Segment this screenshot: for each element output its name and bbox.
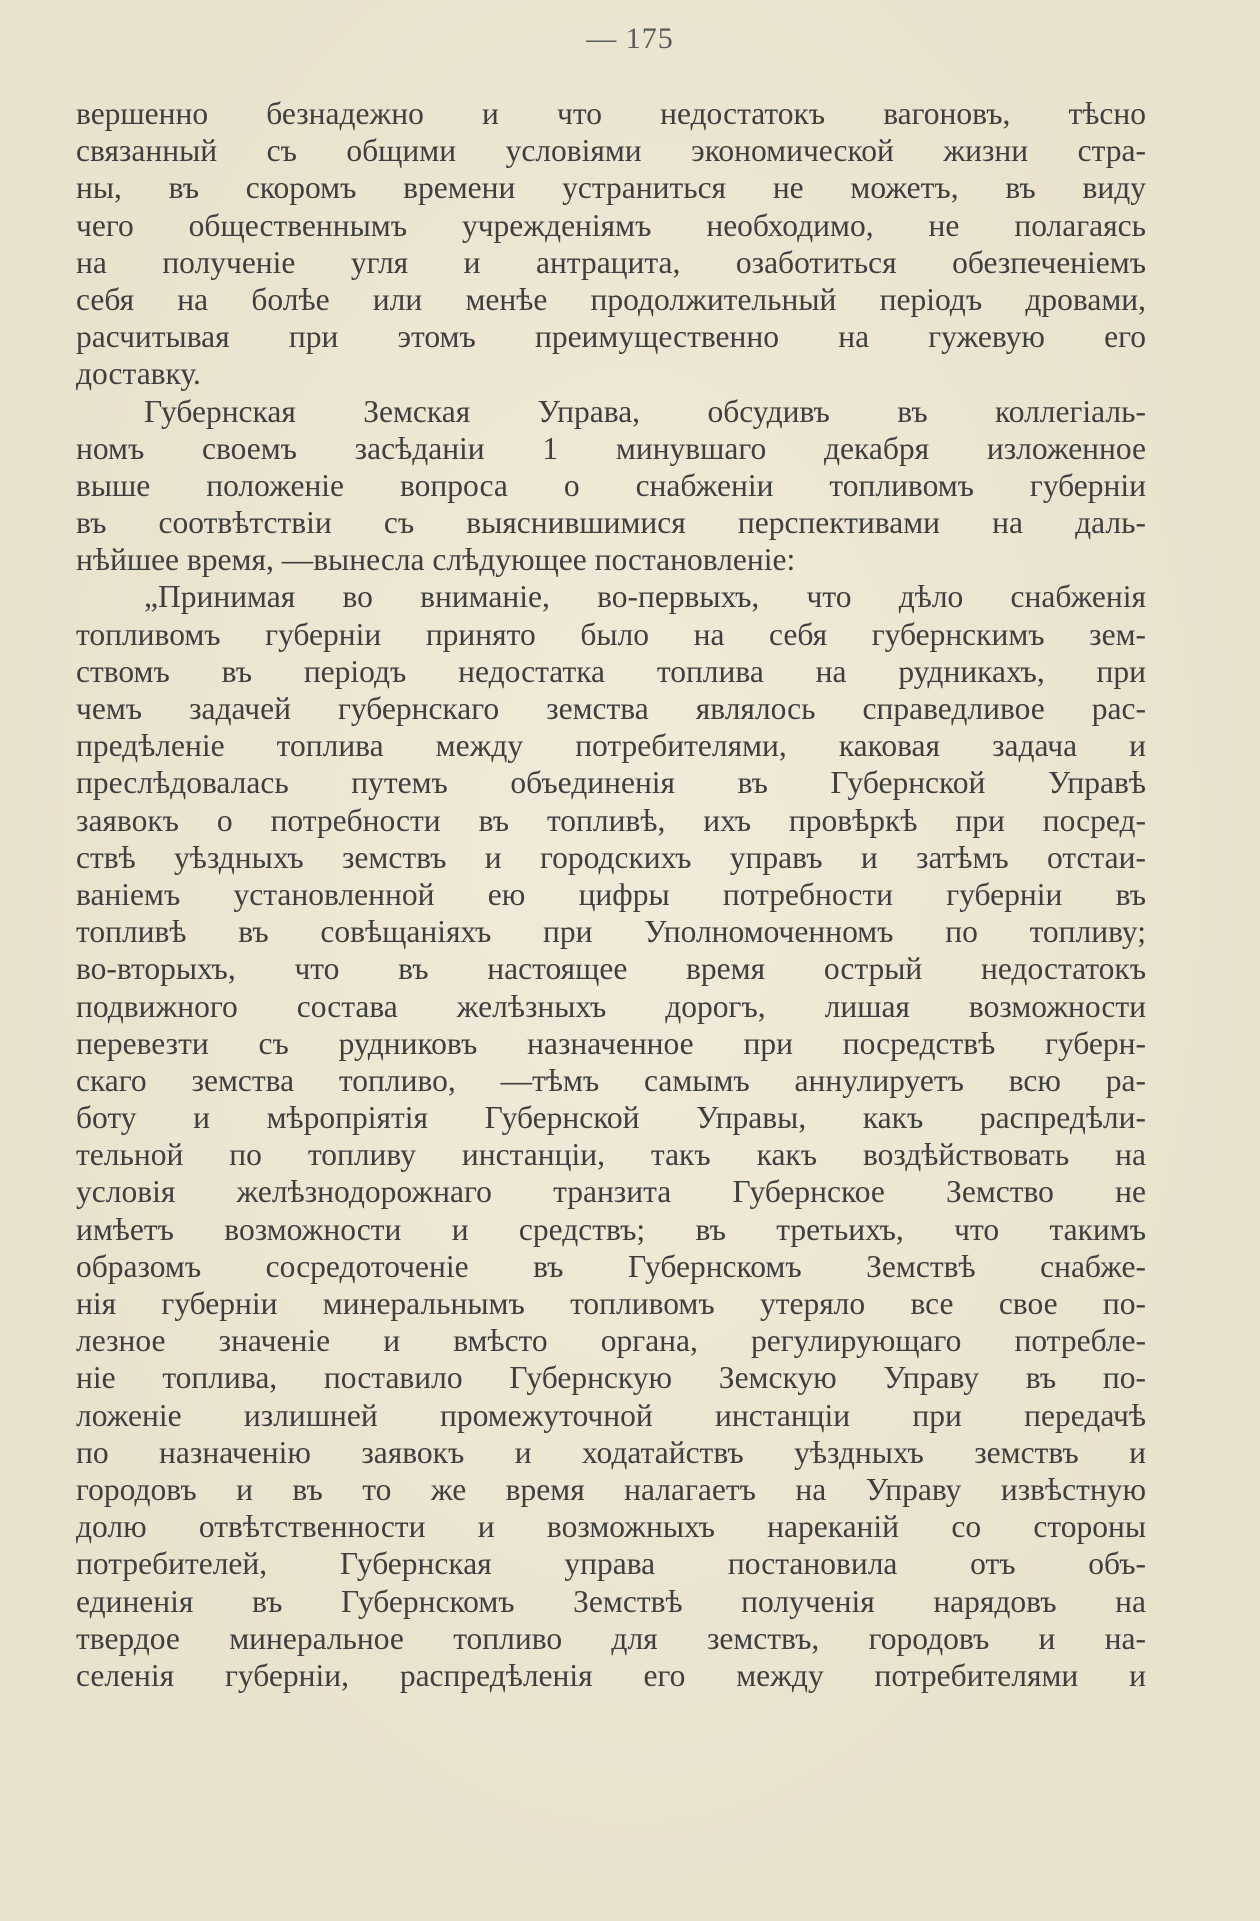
text-line: перевезти съ рудниковъ назначенное при посредствѣ губерн-	[76, 1025, 1146, 1061]
text-line: нѣйшее время, —вынесла слѣдующее постановленіе:	[76, 542, 796, 578]
text-line: ніе топлива, поставило Губернскую Земскую Управу въ по-	[76, 1360, 1146, 1396]
text-line: скаго земства топливо, —тѣмъ самымъ аннулируетъ всю ра-	[76, 1062, 1146, 1098]
text-line: условія желѣзнодорожнаго транзита Губернское Земство не	[76, 1174, 1146, 1210]
text-line: чего общественнымъ учрежденіямъ необходимо, не полагаясь	[76, 207, 1146, 243]
text-line: преслѣдовалась путемъ объединенія въ Губернской Управѣ	[76, 765, 1146, 801]
text-line: въ соотвѣтствіи съ выяснившимися перспективами на даль-	[76, 505, 1146, 541]
body-text	[76, 95, 1146, 1694]
text-line: по назначенію заявокъ и ходатайствъ уѣздныхъ земствъ и	[76, 1434, 1146, 1470]
text-line: ложеніе излишней промежуточной инстанціи при передачѣ	[76, 1397, 1146, 1433]
text-line: боту и мѣропріятія Губернской Управы, какъ распредѣли-	[76, 1100, 1146, 1136]
text-line: „Принимая во вниманіе, во-первыхъ, что дѣло снабженія	[144, 579, 1146, 615]
text-line: имѣетъ возможности и средствъ; въ третьихъ, что такимъ	[76, 1211, 1146, 1247]
text-line: селенія губерніи, распредѣленія его между потребителями и	[76, 1657, 1146, 1693]
text-line: топливомъ губерніи принято было на себя губернскимъ зем-	[76, 616, 1146, 652]
text-line: нія губерніи минеральнымъ топливомъ утеряло все свое по-	[76, 1286, 1146, 1321]
text-line: единенія въ Губернскомъ Земствѣ полученія нарядовъ на	[76, 1583, 1146, 1619]
text-line: образомъ сосредоточеніе въ Губернскомъ Земствѣ снабже-	[76, 1248, 1146, 1284]
text-line: на полученіе угля и антрацита, озаботиться обезпеченіемъ	[76, 244, 1146, 280]
text-line: тельной по топливу инстанціи, такъ какъ воздѣйствовать на	[76, 1137, 1146, 1173]
text-line: доставку.	[76, 356, 201, 392]
text-line: себя на болѣе или менѣе продолжительный періодъ дровами,	[76, 281, 1146, 317]
text-line: ны, въ скоромъ времени устраниться не можетъ, въ виду	[76, 170, 1146, 206]
page-number: — 175	[586, 22, 674, 55]
text-line: номъ своемъ засѣданіи 1 минувшаго декабря изложенное	[76, 430, 1146, 466]
text-line: потребителей, Губернская управа постановила отъ объ-	[76, 1546, 1146, 1582]
text-line: топливѣ въ совѣщаніяхъ при Уполномоченномъ по топливу;	[76, 914, 1146, 950]
text-line: твердое минеральное топливо для земствъ, городовъ и на-	[76, 1620, 1146, 1656]
text-line: вершенно безнадежно и что недостатокъ вагоновъ, тѣсно	[76, 96, 1146, 131]
text-line: подвижного состава желѣзныхъ дорогъ, лишая возможности	[76, 988, 1146, 1024]
text-line: чемъ задачей губернскаго земства являлось справедливое рас-	[76, 691, 1146, 726]
text-line: Губернская Земская Управа, обсудивъ въ коллегіаль-	[144, 393, 1146, 429]
text-line: ствѣ уѣздныхъ земствъ и городскихъ управъ и затѣмъ отстаи-	[76, 839, 1146, 875]
text-line: расчитывая при этомъ преимущественно на гужевую его	[76, 319, 1146, 355]
text-line: городовъ и въ то же время налагаетъ на Управу извѣстную	[76, 1471, 1146, 1507]
text-line: связанный съ общими условіями экономической жизни стра-	[76, 133, 1146, 169]
text-line: выше положеніе вопроса о снабженіи топливомъ губерніи	[76, 467, 1146, 503]
text-line: заявокъ о потребности въ топливѣ, ихъ провѣркѣ при посред-	[76, 802, 1146, 838]
text-line: долю отвѣтственности и возможныхъ нареканій со стороны	[76, 1509, 1146, 1545]
text-line: ваніемъ установленной ею цифры потребности губерніи въ	[76, 876, 1146, 912]
text-line: лезное значеніе и вмѣсто органа, регулирующаго потребле-	[76, 1323, 1146, 1359]
text-line: ствомъ въ періодъ недостатка топлива на рудникахъ, при	[76, 653, 1146, 689]
text-line: предѣленіе топлива между потребителями, каковая задача и	[76, 728, 1146, 764]
text-line: во-вторыхъ, что въ настоящее время острый недостатокъ	[76, 951, 1146, 987]
